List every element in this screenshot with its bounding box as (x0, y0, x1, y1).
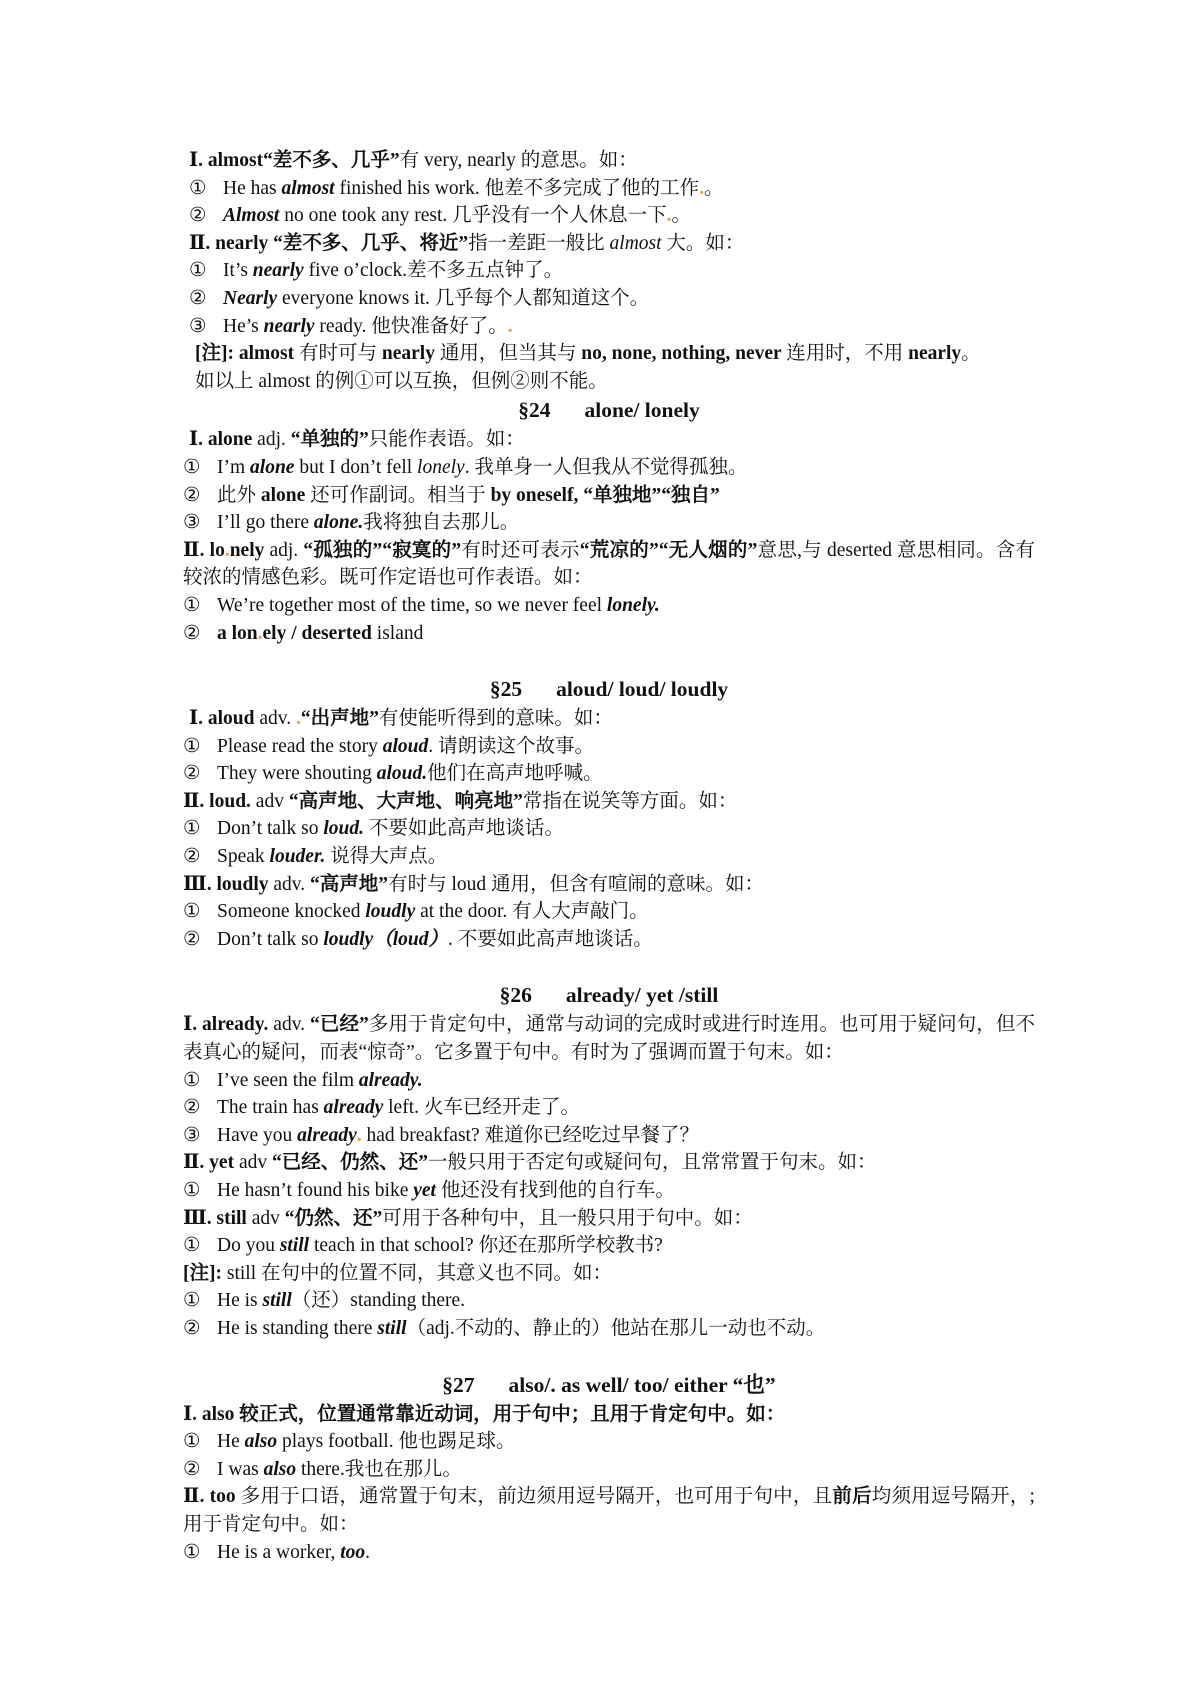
example-line (183, 898, 1035, 926)
text-run: 有时可与 (298, 343, 382, 365)
text-run: Ⅰ. already. (183, 1014, 269, 1036)
text-run: plays football. 他也踢足球。 (277, 1431, 516, 1453)
text-run: Nearly (223, 287, 278, 309)
text-run: 常指在说笑等方面。如： (522, 790, 738, 812)
text-run: ready. 他快准备好了。 (314, 315, 508, 337)
section-spacer (183, 953, 1035, 980)
text-run: adj. (252, 429, 291, 451)
text-run: “单独的” (290, 429, 369, 451)
section-number: §26 (499, 983, 532, 1008)
section-title: already/ yet /still (565, 983, 719, 1008)
text-run: still (377, 1317, 407, 1339)
example-line (183, 482, 1035, 510)
text-run: “孤独的”“寂寞的” (303, 539, 462, 561)
text-run: yet (413, 1180, 436, 1201)
text-line (183, 368, 1035, 396)
example-line (183, 1094, 1035, 1122)
mark-dot: . (224, 539, 230, 561)
text-run: still (262, 1290, 292, 1312)
text-run: I’ll go there (217, 512, 314, 534)
example-line (183, 1067, 1035, 1095)
example-line (183, 620, 1035, 648)
example-line (183, 1177, 1035, 1205)
text-run: loudly (365, 901, 416, 923)
text-line (183, 871, 1035, 899)
text-run: already (323, 1097, 384, 1119)
text-run: Have you (217, 1124, 298, 1146)
text-run: . 请朗读这个故事。 (428, 735, 594, 757)
text-run: He hasn’t found his bike (217, 1180, 414, 1201)
text-run: 说得大声点。 (325, 846, 448, 868)
example-number: ③ (183, 1124, 201, 1146)
text-run: also (263, 1458, 297, 1480)
example-number: ② (183, 1097, 201, 1119)
example-number: ① (183, 594, 201, 616)
text-run: nearly (381, 343, 440, 365)
text-run: Ⅰ. aloud (189, 708, 255, 730)
section-title: alone/ lonely (584, 398, 700, 423)
example-line (183, 1232, 1035, 1260)
text-run: Ⅱ. yet (183, 1152, 235, 1174)
example-line (183, 843, 1035, 871)
text-run: no, none, nothing, never (581, 343, 787, 365)
text-run: He (217, 1431, 245, 1453)
section-number: §24 (518, 398, 551, 423)
text-run: . (365, 1541, 371, 1563)
text-run: nearly (263, 315, 315, 337)
section-heading (183, 674, 1035, 705)
section-number: §25 (489, 677, 523, 702)
example-line (183, 202, 1035, 230)
example-line (183, 733, 1035, 761)
text-run: 意思,与 deserted 意思相同。含有较浓的情感色彩。既可作定语也可作表语。如： (183, 539, 1035, 589)
text-line (183, 147, 1035, 175)
text-run: everyone knows it. 几乎每个人都知道这个。 (277, 287, 650, 309)
text-run: had breakfast? 难道你已经吃过早餐了？ (361, 1124, 700, 1146)
mark-dot: . (356, 1124, 362, 1146)
text-run: It’s (223, 260, 253, 282)
text-run: 有使能听得到的意味。如： (378, 708, 613, 730)
section-title: aloud/ loud/ loudly (556, 677, 729, 702)
text-run: adj. (264, 539, 304, 561)
text-run: ely / deserted (262, 622, 372, 644)
text-run: still 在句中的位置不同，其意义也不同。如： (221, 1262, 612, 1284)
text-run: （还）standing there. (291, 1290, 466, 1312)
text-run: Ⅱ. nearly “差不多、几乎、将近” (189, 232, 469, 254)
text-run: almost (609, 232, 662, 254)
example-line (183, 592, 1035, 620)
text-run: island (371, 622, 424, 644)
example-number: ① (183, 1290, 201, 1312)
text-line (183, 1401, 1035, 1429)
example-number: ② (183, 1317, 201, 1339)
text-run: Almost (223, 205, 280, 227)
text-run: finished his work. 他差不多完成了他的工作 (334, 177, 700, 199)
text-run: 有 very, nearly 的意思。如： (399, 150, 638, 171)
example-line (183, 454, 1035, 482)
text-run: 我将独自去那儿。 (363, 512, 520, 534)
text-line (183, 1260, 1035, 1288)
text-run: almost (281, 177, 335, 199)
text-run: 他还没有找到他的自行车。 (435, 1180, 675, 1201)
text-run: “差不多、几乎” (263, 150, 400, 171)
text-run: adv. (268, 1014, 311, 1036)
mark-dot: . (666, 205, 672, 227)
text-run: Speak (217, 846, 270, 868)
text-line (183, 1483, 1035, 1538)
section-heading (183, 395, 1035, 426)
text-run: 不要如此高声地谈话。 (364, 818, 564, 840)
text-run: He has (223, 177, 282, 199)
example-line (183, 1122, 1035, 1150)
text-run: alone (260, 484, 306, 506)
text-run: He is (217, 1290, 263, 1312)
example-number: ① (183, 735, 201, 757)
text-run: Don’t talk so (217, 818, 324, 840)
text-run: Ⅰ. alone (189, 429, 253, 451)
text-run: 有时还可表示 (461, 539, 580, 561)
text-run: left. 火车已经开走了。 (383, 1097, 580, 1119)
text-run: still (279, 1235, 310, 1257)
text-run: 一般只用于否定句或疑问句，且常常置于句末。如： (428, 1152, 877, 1174)
example-line (183, 509, 1035, 537)
example-number: ② (183, 928, 201, 950)
text-run: We’re together most of the time, so we never feel (217, 594, 607, 616)
text-run: Please read the story (217, 735, 383, 757)
text-run: 此外 (217, 484, 261, 506)
text-run: loudly（loud） (323, 928, 448, 950)
text-run: alone (250, 456, 295, 478)
text-run: lonely. (606, 594, 660, 616)
example-line (183, 1539, 1035, 1567)
example-number: ① (183, 1180, 201, 1201)
text-run: Ⅰ. also 较正式，位置通常靠近动词，用于句中；且用于肯定句中。如： (183, 1403, 786, 1425)
text-run: Someone knocked (217, 901, 366, 923)
document-body (183, 147, 1035, 1566)
text-run: “出声地” (300, 708, 379, 730)
text-run: “高声地、大声地、响亮地” (288, 790, 523, 812)
text-run: but I don’t fell (294, 456, 418, 478)
example-number: ① (189, 260, 207, 282)
text-run: 连用时，不用 (786, 343, 909, 365)
text-run: 前后 (832, 1486, 872, 1508)
mark-dot: . (296, 708, 301, 730)
text-line (183, 788, 1035, 816)
text-run: 。 (671, 205, 692, 227)
text-run: no one took any rest. 几乎没有一个人休息一下 (279, 205, 667, 227)
example-number: ② (183, 1458, 201, 1480)
text-run: I’m (217, 456, 251, 478)
example-number: ① (183, 1069, 201, 1091)
example-line (183, 175, 1035, 203)
example-number: ② (189, 287, 207, 309)
text-run: five o’clock.差不多五点钟了。 (303, 260, 564, 282)
example-line (183, 760, 1035, 788)
example-line (183, 1287, 1035, 1315)
example-number: ② (183, 763, 201, 785)
text-run: Ⅲ. loudly (183, 873, 269, 895)
text-run: . 不要如此高声地谈话。 (447, 928, 653, 950)
text-run: nearly (908, 343, 962, 365)
example-number: ① (183, 1235, 201, 1257)
text-run: adv (246, 1207, 285, 1229)
text-run: 。 (703, 177, 724, 199)
text-run: Ⅲ. still (183, 1207, 247, 1229)
text-run: Ⅱ. lo (183, 539, 225, 561)
text-run: by oneself, “单独地”“独自” (490, 484, 720, 506)
text-run: He is a worker, (217, 1541, 341, 1563)
text-line (183, 340, 1035, 368)
text-run: “仍然、还” (284, 1207, 383, 1229)
text-line (183, 426, 1035, 454)
text-run: Do you (217, 1235, 280, 1257)
example-line (183, 815, 1035, 843)
example-number: ① (183, 818, 201, 840)
text-run: adv. (268, 873, 311, 895)
text-run: a lon (217, 622, 258, 644)
example-number: ① (189, 177, 207, 199)
section-title: also/. as well/ too/ either “也” (508, 1372, 776, 1397)
text-line (183, 705, 1035, 733)
text-line (183, 537, 1035, 592)
text-line (183, 230, 1035, 258)
text-run: nely (229, 539, 265, 561)
text-run: lonely (417, 456, 465, 478)
example-number: ① (183, 901, 201, 923)
text-line (183, 1205, 1035, 1233)
text-run: 均须用逗号隔开，; 用于肯定句中。如： (183, 1486, 1035, 1535)
text-run: “已经、仍然、还” (272, 1152, 429, 1174)
example-line (183, 257, 1035, 285)
example-number: ② (189, 205, 207, 227)
text-run: [注]: almost (195, 343, 299, 365)
text-run: Ⅱ. too (183, 1486, 236, 1508)
text-run: Ⅱ. loud. (183, 790, 251, 812)
section-number: §27 (442, 1372, 475, 1397)
text-run: loud. (323, 818, 364, 840)
section-heading (183, 980, 1035, 1011)
example-number: ① (183, 1541, 201, 1563)
text-run: 还可作副词。相当于 (305, 484, 491, 506)
text-run: too (340, 1541, 366, 1563)
text-run: Ⅰ. almost (189, 150, 264, 171)
text-run: 有时与 loud 通用，但含有喧闹的意味。如： (388, 873, 764, 895)
text-run: louder. (269, 846, 326, 868)
text-run: adv (234, 1152, 272, 1174)
text-run: “已经” (310, 1014, 369, 1036)
text-run: adv (250, 790, 289, 812)
text-run: alone. (313, 512, 364, 534)
text-run: [注]: (183, 1262, 222, 1284)
text-run: 。 (961, 343, 981, 365)
text-run: . 我单身一人但我从不觉得孤独。 (464, 456, 748, 478)
text-run: They were shouting (217, 763, 377, 785)
section-spacer (183, 1343, 1035, 1370)
example-line (183, 1456, 1035, 1484)
text-run: teach in that school? 你还在那所学校教书? (309, 1235, 663, 1257)
text-run: at the door. 有人大声敲门。 (415, 901, 649, 923)
text-run: 可用于各种句中，且一般只用于句中。如： (382, 1207, 753, 1229)
text-run: 多用于口语，通常置于句末，前边须用逗号隔开，也可用于句中，且 (235, 1486, 833, 1508)
section-heading (183, 1370, 1035, 1401)
example-line (183, 285, 1035, 313)
mark-dot: . (507, 315, 513, 337)
text-line (183, 1149, 1035, 1177)
text-run: 如以上 almost 的例①可以互换，但例②则不能。 (195, 370, 608, 392)
example-line (183, 313, 1035, 341)
text-run: I’ve seen the film (217, 1069, 359, 1091)
text-run: already. (358, 1069, 423, 1091)
text-run: there.我也在那儿。 (296, 1458, 462, 1480)
text-run: 指一差距一般比 (468, 232, 610, 254)
example-number: ② (183, 622, 201, 644)
text-run: I was (217, 1458, 264, 1480)
text-run: 大。如： (661, 232, 745, 254)
text-run: aloud (382, 735, 429, 757)
text-run: 他们在高声地呼喊。 (427, 763, 603, 785)
example-line (183, 1428, 1035, 1456)
example-number: ③ (189, 315, 207, 337)
text-run: The train has (217, 1097, 324, 1119)
example-number: ① (183, 456, 201, 478)
text-run: aloud. (376, 763, 428, 785)
example-line (183, 926, 1035, 954)
example-number: ① (183, 1431, 201, 1453)
text-run: （adj.不动的、静止的）他站在那儿一动也不动。 (406, 1317, 826, 1339)
text-run: 只能作表语。如： (368, 429, 525, 451)
text-run: “高声地” (310, 873, 389, 895)
mark-dot: . (257, 622, 263, 644)
text-line (183, 1011, 1035, 1066)
example-number: ② (183, 484, 201, 506)
section-spacer (183, 647, 1035, 674)
example-number: ② (183, 846, 201, 868)
text-run: Don’t talk so (217, 928, 324, 950)
text-run: adv. (254, 708, 296, 730)
text-run: already (297, 1124, 357, 1146)
text-run: 多用于肯定句中，通常与动词的完成时或进行时连用。也可用于疑问句，但不表真心的疑问，而表“惊奇”。它多置于句中。有时为了强调而置于句末。如： (183, 1014, 1035, 1064)
text-run: also (244, 1431, 278, 1453)
text-run: “荒凉的”“无人烟的” (579, 539, 758, 561)
example-number: ③ (183, 512, 201, 534)
mark-dot: . (699, 177, 704, 199)
text-run: He’s (223, 315, 264, 337)
example-line (183, 1315, 1035, 1343)
text-run: He is standing there (217, 1317, 378, 1339)
text-run: 通用，但当其与 (439, 343, 582, 365)
text-run: nearly (252, 260, 304, 282)
